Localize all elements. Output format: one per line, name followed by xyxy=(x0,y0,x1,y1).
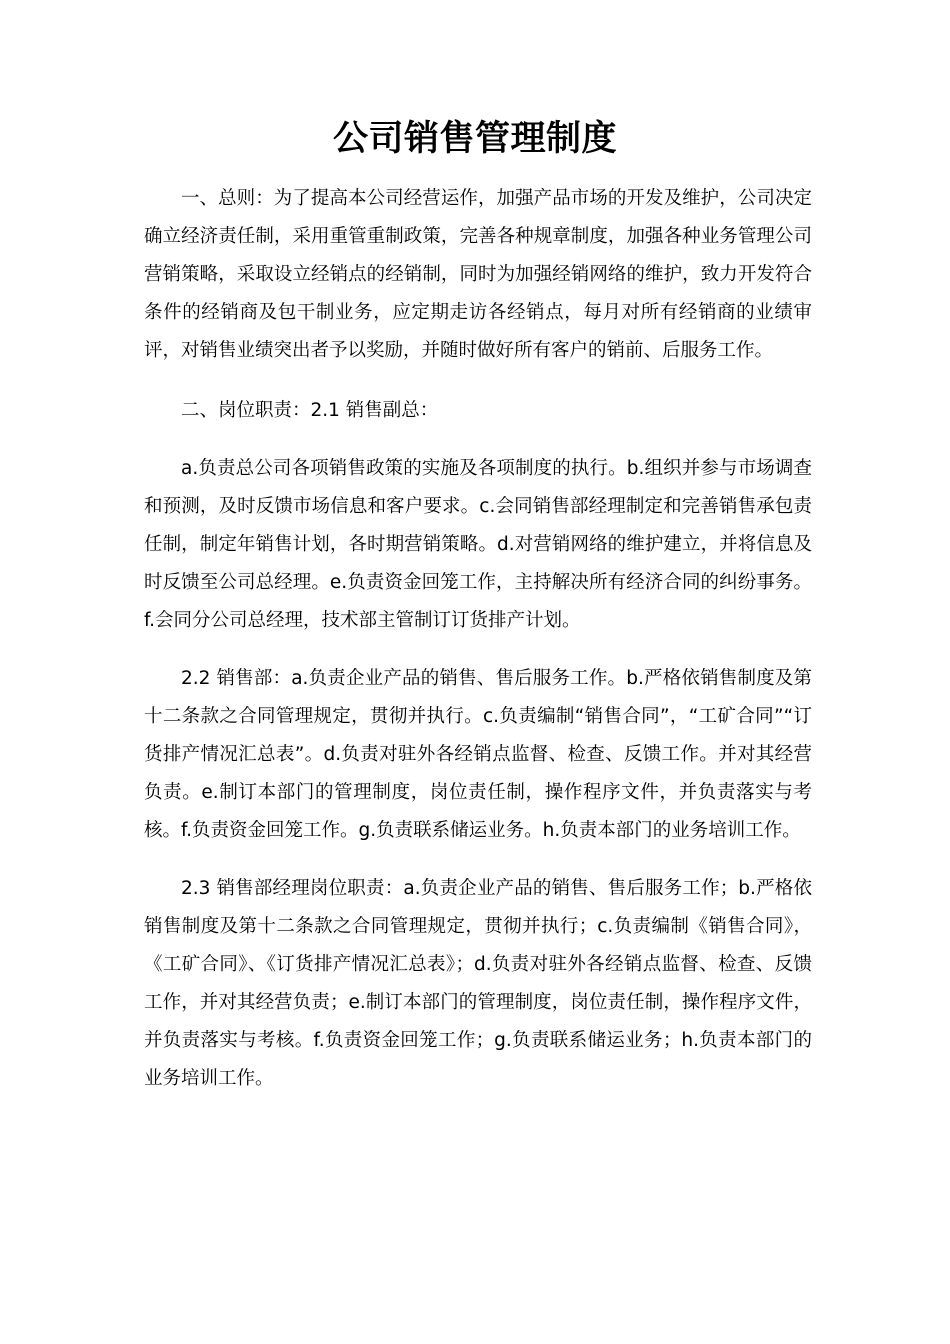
paragraph-job-duties-heading: 二、岗位职责：2.1 销售副总： xyxy=(181,400,439,421)
document-title: 公司销售管理制度 xyxy=(332,119,617,159)
paragraph-general-rules: 一、总则：为了提高本公司经营运作，加强产品市场的开发及维护，公司决定确立经济责任制，采用重管重制政策，完善各种规章制度，加强各种业务管理公司营销策略，采取设立经销点的经销制，同时为加强经销网络的维护，致力开发符合条件的经销商及包干制业务，应定期走访各经销点，每月对所有经销商的业绩审评，对销售业绩突出者予以奖励，并随时做好所有客户的销前、后服务工作。 xyxy=(144,188,812,361)
paragraph-sales-manager-duties: 2.3 销售部经理岗位职责：a.负责企业产品的销售、售后服务工作；b.严格依销售制度及第十二条款之合同管理规定，贯彻并执行；c.负责编制《销售合同》，《工矿合同》、《订货排产情况汇总表》；d.负责对驻外各经销点监督、检查、反馈工作，并对其经营负责；e.制订本部门的管理制度，岗位责任制，操作程序文件，并负责落实与考核。f.负责资金回笼工作；g.负责联系储运业务；h.负责本部门的业务培训工作。 xyxy=(144,878,812,1089)
paragraph-sales-vp-duties: a.负责总公司各项销售政策的实施及各项制度的执行。b.组织并参与市场调查和预测，及时反馈市场信息和客户要求。c.会同销售部经理制定和完善销售承包责任制，制定年销售计划，各时期营销策略。d.对营销网络的维护建立，并将信息及时反馈至公司总经理。e.负责资金回笼工作，主持解决所有经济合同的纠纷事务。f.会同分公司总经理，技术部主管制订订货排产计划。 xyxy=(144,458,812,631)
document-body xyxy=(144,180,812,1098)
paragraph-sales-department: 2.2 销售部：a.负责企业产品的销售、售后服务工作。b.严格依销售制度及第十二条款之合同管理规定，贯彻并执行。c.负责编制“销售合同”，“工矿合同”“订货排产情况汇总表”。d.负责对驻外各经销点监督、检查、反馈工作。并对其经营负责。e.制订本部门的管理制度，岗位责任制，操作程序文件，并负责落实与考核。f.负责资金回笼工作。g.负责联系储运业务。h.负责本部门的业务培训工作。 xyxy=(144,668,812,841)
